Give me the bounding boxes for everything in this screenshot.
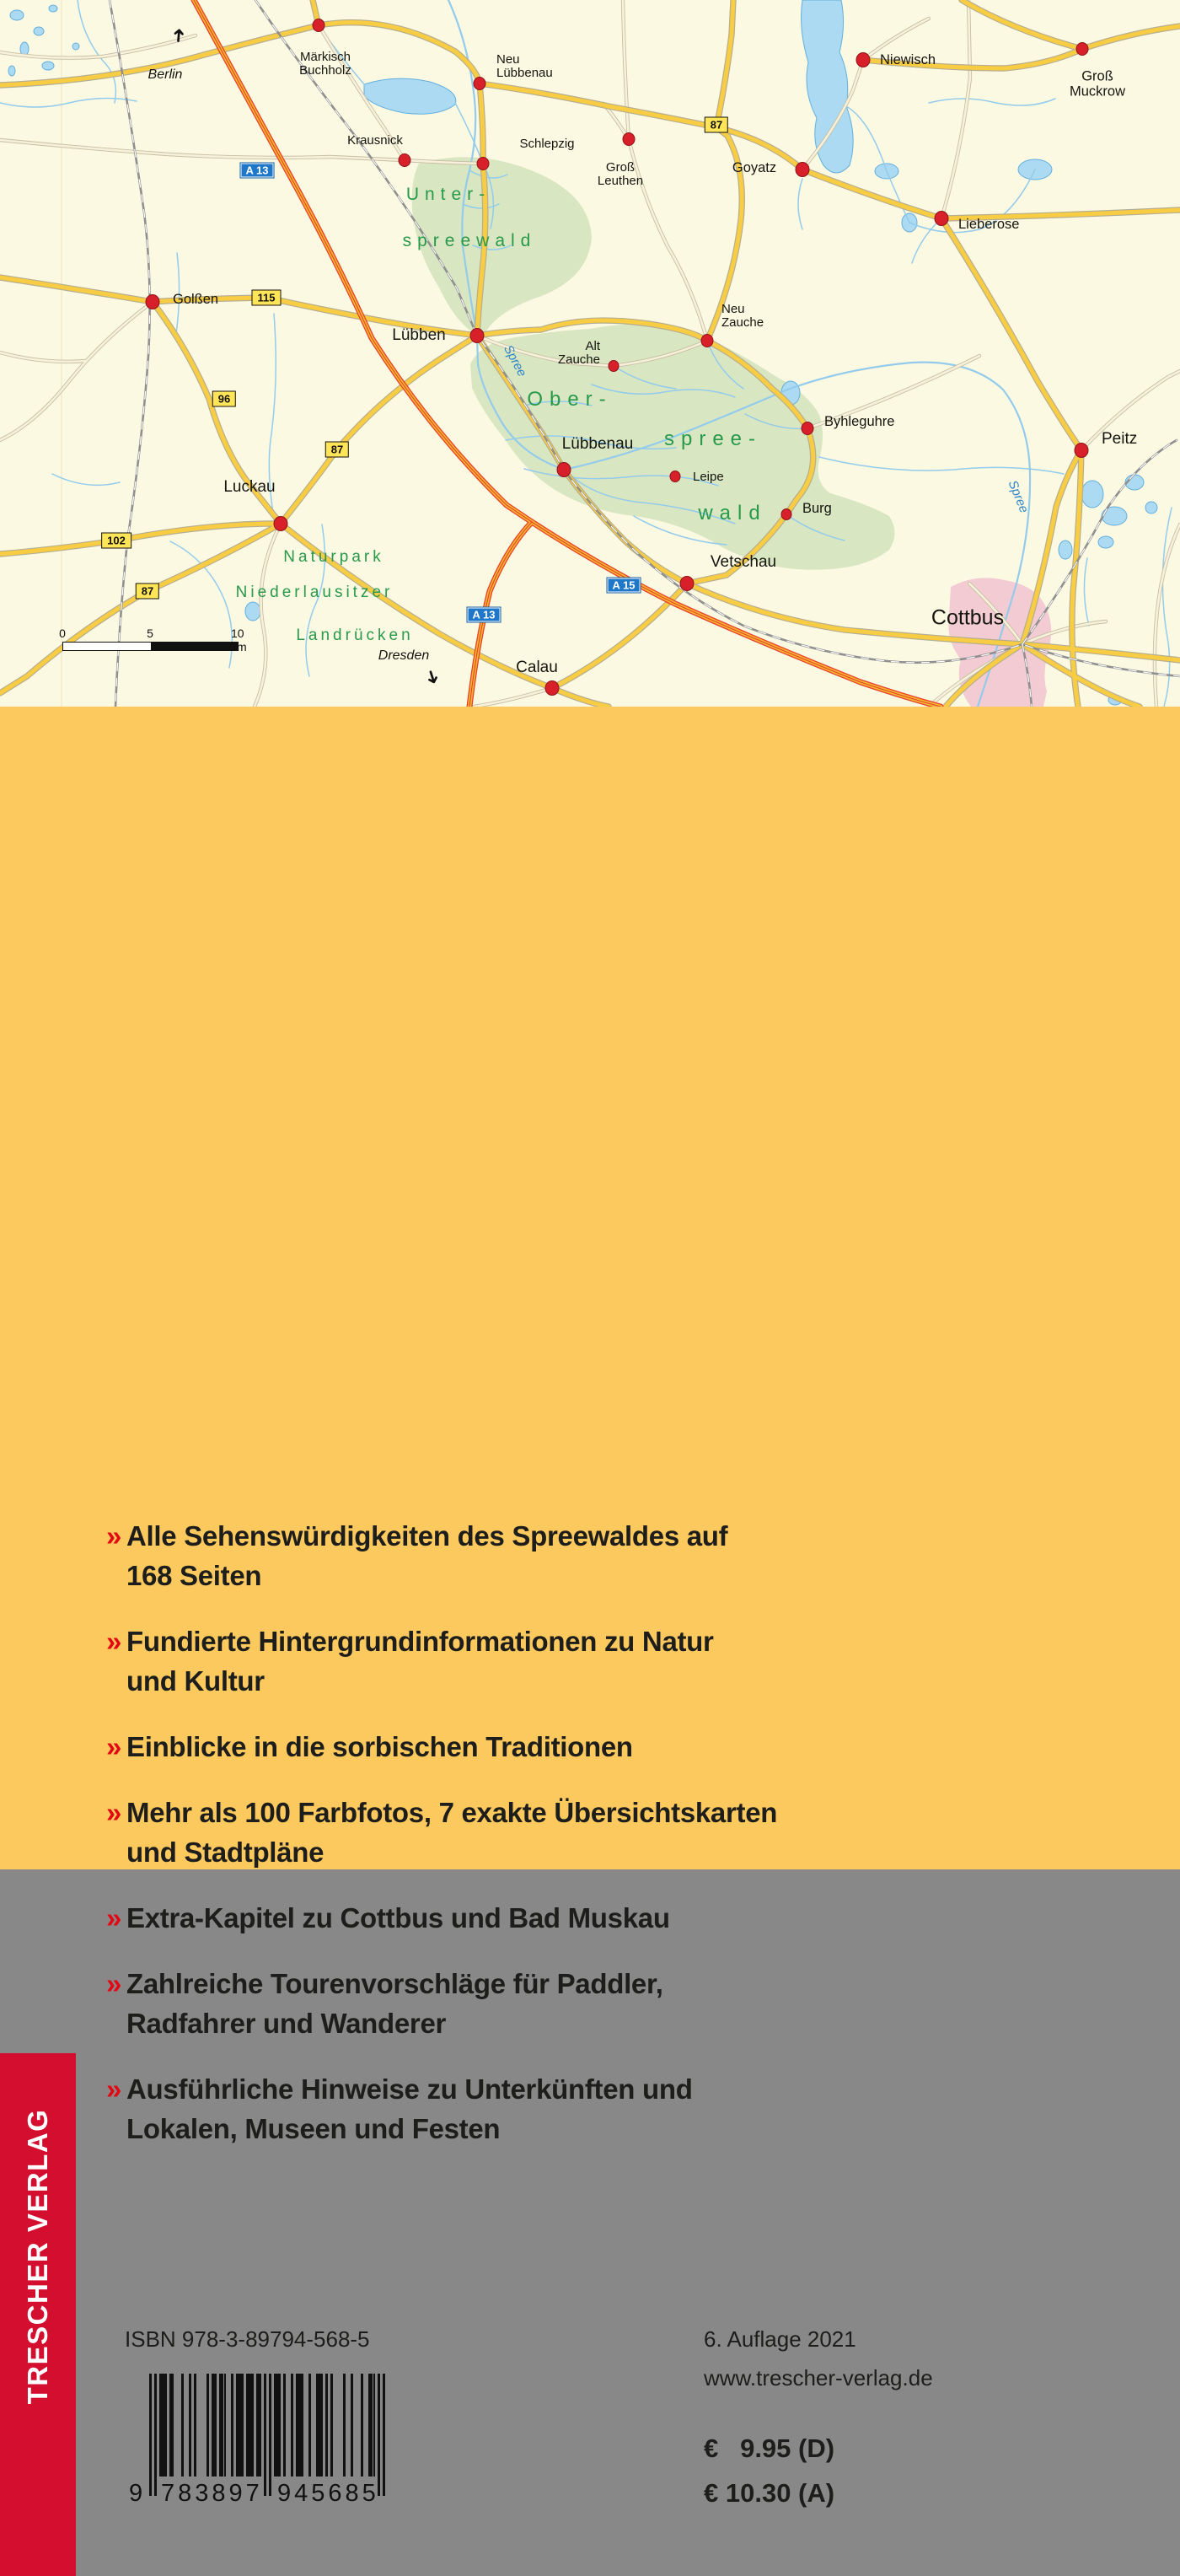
barcode-bar xyxy=(154,2374,157,2496)
barcode-bar xyxy=(194,2374,196,2477)
barcode-bar xyxy=(291,2374,293,2477)
map-scale-bar xyxy=(59,627,256,653)
cover-lower-panel xyxy=(0,707,1180,2508)
barcode-bar xyxy=(308,2374,311,2477)
region-label: wald xyxy=(698,502,767,524)
town-label-byhleguhre: Byhleguhre xyxy=(824,414,895,430)
barcode-bar xyxy=(181,2374,184,2477)
town-label-luebben: Lübben xyxy=(392,325,446,344)
town-dot-niewisch xyxy=(856,52,871,67)
town-dot-neu-luebbenau xyxy=(474,77,486,90)
road-number-badge: 87 xyxy=(136,583,159,600)
selling-point-item xyxy=(106,1793,1050,1872)
selling-point-text: Zahlreiche Tourenvorschläge für Paddler, Radfahrer und Wanderer xyxy=(126,1968,663,2039)
river-label-spree: Spree xyxy=(1005,478,1032,515)
region-label: Naturpark xyxy=(283,548,384,566)
town-label-luebbenau: Lübbenau xyxy=(561,434,634,453)
barcode-bar xyxy=(361,2374,363,2477)
barcode-bar xyxy=(189,2374,191,2477)
town-dot-gross-leuthen xyxy=(623,132,636,146)
town-label-lieberose: Lieberose xyxy=(958,217,1020,233)
region-label: spreewald xyxy=(402,231,537,250)
selling-point-item xyxy=(106,1621,1050,1701)
selling-point-text: Alle Sehenswürdigkeiten des Spreewaldes auf 168 Seiten xyxy=(126,1520,728,1591)
barcode-bar xyxy=(373,2374,376,2477)
barcode-bar xyxy=(283,2374,286,2477)
town-dot-luebben xyxy=(470,328,485,343)
region-label: Unter- xyxy=(405,185,491,204)
town-dot-goyatz xyxy=(796,162,810,177)
town-label-calau: Calau xyxy=(516,658,558,676)
direction-label-berlin: Berlin xyxy=(148,67,183,82)
town-label-niewisch: Niewisch xyxy=(880,52,936,68)
town-dot-burg xyxy=(781,508,792,520)
town-label-leipe: Leipe xyxy=(693,469,724,484)
publisher-name: TRESCHER VERLAG xyxy=(22,2108,53,2405)
town-label-alt-zauche: Alt Zauche xyxy=(557,338,600,367)
town-label-krausnick: Krausnick xyxy=(347,132,403,148)
barcode-bar xyxy=(330,2374,333,2477)
barcode-bar xyxy=(264,2374,266,2496)
barcode-bar xyxy=(259,2374,261,2477)
selling-point-item xyxy=(106,1964,1050,2043)
road-number-badge: 115 xyxy=(252,290,282,306)
bullet-marker-icon: » xyxy=(106,1902,122,1933)
selling-points-list xyxy=(106,1516,1050,2175)
town-dot-lieberose xyxy=(935,211,949,226)
bullet-marker-icon: » xyxy=(106,2073,122,2105)
town-dot-vetschau xyxy=(680,576,695,591)
town-label-gross-leuthen: Groß Leuthen xyxy=(597,159,644,188)
barcode-bar xyxy=(231,2374,233,2477)
scale-tick-0: 0 xyxy=(59,627,66,640)
region-label: Niederlausitzer xyxy=(235,583,394,601)
selling-point-item xyxy=(106,1727,1050,1767)
town-label-gross-muckrow: Groß Muckrow xyxy=(1069,68,1126,99)
town-dot-neu-zauche xyxy=(701,334,714,347)
selling-point-text: Extra-Kapitel zu Cottbus und Bad Muskau xyxy=(126,1902,670,1933)
river-label-spree: Spree xyxy=(501,342,529,379)
isbn-text: ISBN 978-3-89794-568-5 xyxy=(125,2326,370,2352)
town-dot-krausnick xyxy=(399,153,411,167)
spreewald-overview-map xyxy=(0,0,1180,707)
barcode-bar xyxy=(251,2374,254,2477)
edition-text: 6. Auflage 2021 xyxy=(704,2326,856,2352)
town-dot-gross-muckrow xyxy=(1076,42,1089,56)
road-number-badge: 102 xyxy=(101,533,131,549)
selling-point-item xyxy=(106,1898,1050,1938)
selling-point-text: Mehr als 100 Farbfotos, 7 exakte Übersichtskarten und Stadtpläne xyxy=(126,1797,778,1868)
price-germany: € 9.95 (D) xyxy=(704,2433,835,2463)
bullet-marker-icon: » xyxy=(106,1797,122,1828)
barcode-bar xyxy=(383,2374,385,2496)
motorway-badge: A 13 xyxy=(467,607,502,623)
barcode-bar xyxy=(343,2374,346,2477)
barcode-digits: 945685 xyxy=(277,2480,379,2507)
region-label: Ober- xyxy=(527,388,613,411)
selling-point-text: Einblicke in die sorbischen Traditionen xyxy=(126,1731,633,1762)
barcode-bar xyxy=(378,2374,380,2496)
barcode-bar xyxy=(321,2374,324,2477)
town-dot-luckau xyxy=(274,516,288,531)
road-number-badge: 87 xyxy=(325,442,349,458)
road-number-badge: 87 xyxy=(705,117,728,133)
town-dot-byhleguhre xyxy=(802,422,814,435)
town-dot-golssen xyxy=(146,294,160,309)
barcode-digits: 783897 xyxy=(161,2480,263,2507)
direction-label-dresden: Dresden xyxy=(378,648,430,663)
motorway-badge: A 15 xyxy=(607,578,641,594)
barcode-bar xyxy=(172,2374,174,2477)
barcode-bar xyxy=(269,2374,271,2496)
bullet-marker-icon: » xyxy=(106,1626,122,1657)
town-label-cottbus: Cottbus xyxy=(931,605,1005,630)
town-dot-schlepzig xyxy=(477,157,490,170)
barcode-bar xyxy=(149,2374,152,2496)
scale-tick-5: 5 xyxy=(147,627,153,640)
town-dot-maerkisch-buchholz xyxy=(313,19,325,32)
price-austria: € 10.30 (A) xyxy=(704,2478,835,2508)
barcode-bar xyxy=(301,2374,303,2477)
publisher-website: www.trescher-verlag.de xyxy=(704,2365,933,2390)
region-label: Landrücken xyxy=(296,627,414,644)
barcode-bar xyxy=(351,2374,353,2477)
town-label-burg: Burg xyxy=(802,501,832,517)
selling-point-item xyxy=(106,1516,1050,1595)
barcode-bar xyxy=(224,2374,227,2477)
town-label-neu-luebbenau: Neu Lübbenau xyxy=(496,51,553,80)
bullet-marker-icon: » xyxy=(106,1731,122,1762)
barcode-digits: 9 xyxy=(129,2480,147,2507)
barcode-bar xyxy=(206,2374,209,2477)
barcode-bar xyxy=(164,2374,167,2477)
region-label: spree- xyxy=(663,428,763,450)
town-label-peitz: Peitz xyxy=(1102,429,1138,448)
town-label-luckau: Luckau xyxy=(223,477,276,496)
town-dot-alt-zauche xyxy=(609,360,620,372)
direction-arrow-berlin: ➜ xyxy=(167,26,190,45)
road-number-badge: 96 xyxy=(212,391,236,407)
town-dot-calau xyxy=(545,680,560,696)
publisher-stripe xyxy=(0,2053,76,2576)
town-dot-leipe xyxy=(670,471,681,482)
barcode-bar xyxy=(241,2374,244,2477)
direction-arrow-dresden: ➜ xyxy=(420,666,446,688)
town-label-goyatz: Goyatz xyxy=(732,160,777,176)
motorway-badge: A 13 xyxy=(240,163,275,179)
scale-tick-10: 10 km xyxy=(231,627,247,653)
barcode-bar xyxy=(325,2374,328,2477)
bullet-marker-icon: » xyxy=(106,1968,122,1999)
ean-barcode xyxy=(129,2374,400,2513)
bullet-marker-icon: » xyxy=(106,1520,122,1552)
selling-point-text: Ausführliche Hinweise zu Unterkünften und Lokalen, Museen und Festen xyxy=(126,2073,693,2144)
town-label-schlepzig: Schlepzig xyxy=(519,136,575,151)
town-dot-luebbenau xyxy=(557,462,571,477)
town-dot-peitz xyxy=(1075,443,1089,458)
selling-point-item xyxy=(106,2069,1050,2148)
barcode-bar xyxy=(278,2374,281,2477)
town-label-golssen: Golßen xyxy=(173,292,219,308)
town-label-neu-zauche: Neu Zauche xyxy=(721,301,764,330)
town-label-vetschau: Vetschau xyxy=(710,552,777,571)
barcode-bar xyxy=(214,2374,217,2477)
town-label-maerkisch-buchholz: Märkisch Buchholz xyxy=(299,49,351,78)
selling-point-text: Fundierte Hintergrundinformationen zu Natur und Kultur xyxy=(126,1626,714,1697)
